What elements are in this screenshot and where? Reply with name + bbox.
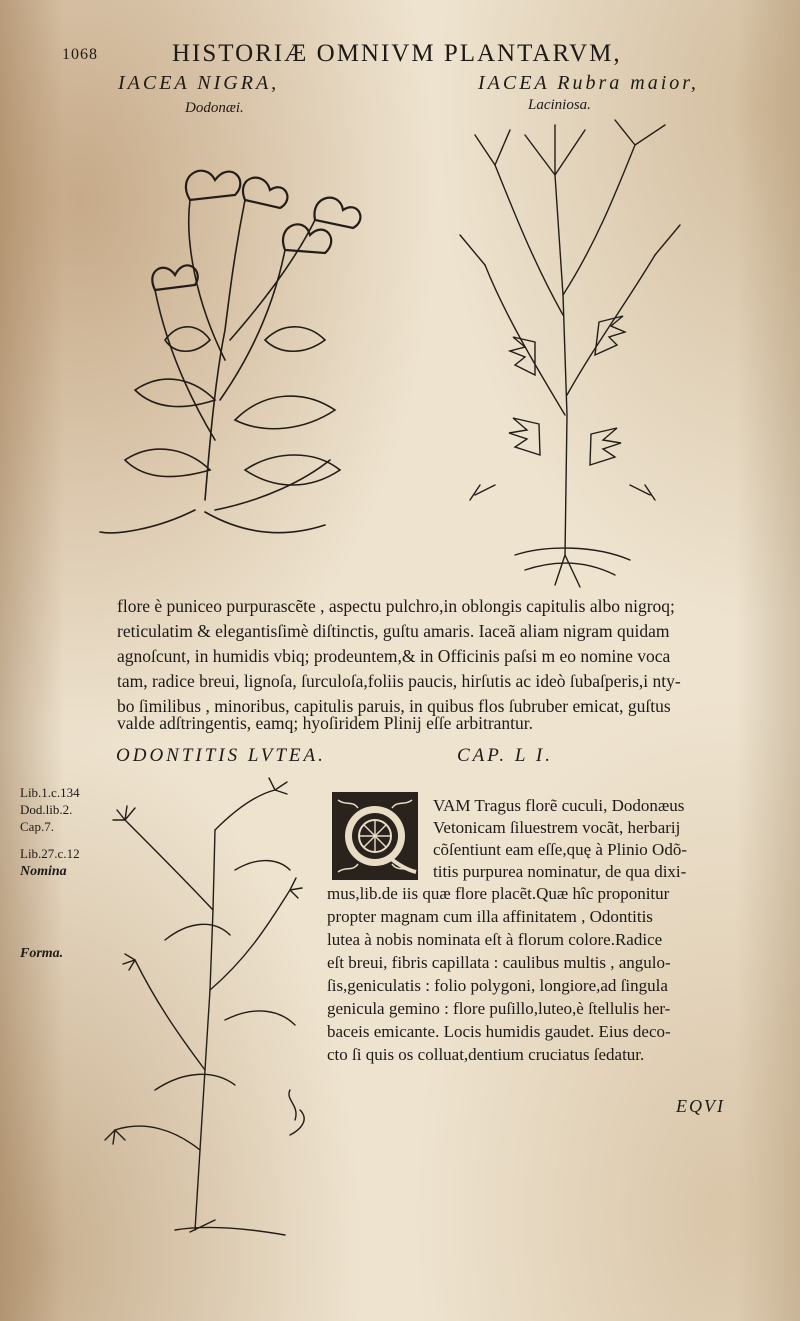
margin-note: Dod.lib.2. xyxy=(20,802,73,817)
chapter-line: baceis emicante. Locis humidis gaudet. Eius deco- xyxy=(327,1022,671,1041)
figure-subtitle-right: Laciniosa. xyxy=(528,97,591,113)
chapter-line: cõſentiunt eam eſſe,quę à Plinio Odõ- xyxy=(433,840,687,859)
chapter-line: ſis,geniculatis : folio polygoni, longiore,ad ſingula xyxy=(327,976,668,995)
paragraph-line: valde adſtringentis, eamq; hyoſiridem Plinij eſſe arbitrantur. xyxy=(117,713,534,733)
margin-note: Cap.7. xyxy=(20,819,54,834)
paragraph-line: reticulatim & elegantisſimè diſtinctis, guſtu amaris. Iaceã aliam nigram quidam xyxy=(117,621,670,641)
catchword: EQVI xyxy=(676,1096,725,1116)
chapter-line: mus,lib.de iis quæ flore placẽt.Quæ hîc proponitur xyxy=(327,884,670,903)
chapter-line: genicula gemino : flore puſillo,luteo,è ſtellulis her- xyxy=(327,999,671,1018)
chapter-line: propter magnam cum illa affinitatem , Odontitis xyxy=(327,907,653,926)
figure-title-right: IACEA Rubra maior, xyxy=(478,72,699,94)
paragraph-line: flore è puniceo purpurascẽte , aspectu pulchro,in oblongis capitulis albo nigroq; xyxy=(117,596,675,616)
margin-note: Lib.1.c.134 xyxy=(20,785,80,800)
odontitis-woodcut xyxy=(95,770,325,1240)
figure-title-left: IACEA NIGRA, xyxy=(118,72,280,94)
paragraph-line: tam, radice breui, lignoſa, ſurculoſa,foliis paucis, hirſutis ac ideò ſubaſperis,i nty- xyxy=(117,671,681,691)
chapter-line: titis purpurea nominatur, de qua dixi- xyxy=(433,862,687,881)
chapter-line: Vetonicam ſiluestrem vocãt, herbarij xyxy=(433,818,681,837)
running-title: HISTORIÆ OMNIVM PLANTARVM, xyxy=(172,40,622,67)
drop-cap-q-ornament xyxy=(330,790,420,882)
page-number: 1068 xyxy=(62,46,98,63)
chapter-line: cto ſi quis os colluat,dentium cruciatus ſedatur. xyxy=(327,1045,645,1064)
jacea-nigra-woodcut xyxy=(95,140,365,550)
section-title: ODONTITIS LVTEA. xyxy=(116,745,326,766)
chapter-line: VAM Tragus florẽ cuculi, Dodonæus xyxy=(433,796,685,815)
jacea-rubra-woodcut xyxy=(455,115,685,590)
chapter-line: eſt breui, fibris capillata : caulibus multis , angulo- xyxy=(327,953,671,972)
paragraph-line: bo ſimilibus , minoribus, capitulis paruis, in quibus flos ſubruber emicat, guſtus xyxy=(117,696,671,716)
margin-note: Lib.27.c.12 xyxy=(20,846,80,861)
margin-note-nomina: Nomina xyxy=(20,864,67,879)
paragraph-line: agnoſcunt, in humidis vbiq; prodeuntem,& in Officinis paſsi m eo nomine voca xyxy=(117,646,671,666)
margin-note-forma: Forma. xyxy=(20,946,64,961)
chapter-label: CAP. L I. xyxy=(457,745,553,766)
chapter-line: lutea à nobis nominata eſt à florum colore.Radice xyxy=(327,930,663,949)
figure-subtitle-left: Dodonæi. xyxy=(185,100,244,116)
